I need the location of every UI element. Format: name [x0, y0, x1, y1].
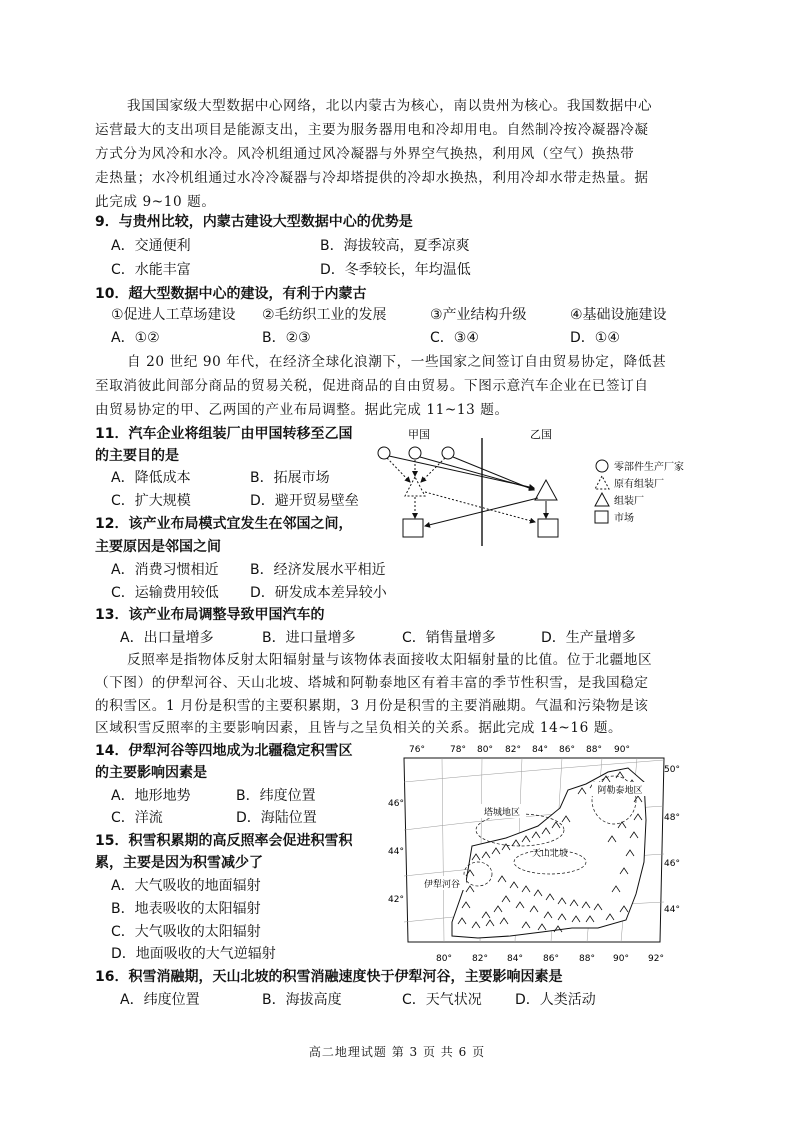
q14-stem-line-2: 的主要影响因素是 [95, 765, 207, 781]
q16-stem: 16．积雪消融期，天山北坡的积雪消融速度快于伊犁河谷，主要影响因素是 [95, 969, 563, 985]
passage2-line-3: 由贸易协定的甲、乙两国的产业布局调整。据此完成 11~13 题。 [95, 402, 509, 418]
lon-label: 84° [507, 954, 523, 964]
q9-option-b: B．海拔较高，夏季凉爽 [320, 238, 470, 254]
q10-item-1: ①促进人工草场建设 [111, 307, 236, 323]
q9-option-c: C．水能丰富 [111, 262, 191, 278]
q13-option-d: D．生产量增多 [541, 630, 636, 646]
q15-option-b: B．地表吸收的太阳辐射 [111, 901, 261, 917]
q11-stem-line-1: 11．汽车企业将组装厂由甲国转移至乙国 [95, 426, 353, 442]
q11-option-d: D．避开贸易壁垒 [250, 493, 359, 509]
q15-option-a: A．大气吸收的地面辐射 [111, 878, 261, 894]
passage1-line-5: 此完成 9~10 题。 [95, 194, 216, 210]
q14-option-a: A．地形地势 [111, 788, 191, 804]
legend-assembly-plant: 组装厂 [614, 496, 644, 507]
passage3-line-2: （下图）的伊犁河谷、天山北坡、塔城和阿勒泰地区有着丰富的季节性积雪，是我国稳定 [95, 675, 649, 691]
q15-stem-line-1: 15．积雪积累期的高反照率会促进积雪积 [95, 833, 353, 849]
q12-option-b: B．经济发展水平相近 [250, 562, 386, 578]
q14-stem-line-1: 14．伊犁河谷等四地成为北疆稳定积雪区 [95, 743, 353, 759]
industry-layout-diagram [370, 424, 720, 554]
lon-label: 78° [450, 745, 466, 755]
parts-factory-marker [442, 447, 454, 459]
q12-stem-line-2: 主要原因是邻国之间 [95, 539, 221, 555]
lat-label: 42° [388, 895, 404, 905]
q9-option-d: D．冬季较长，年均温低 [320, 262, 471, 278]
lon-label: 82° [472, 954, 488, 964]
q12-option-d: D．研发成本差异较小 [250, 585, 387, 601]
q11-option-c: C．扩大规模 [111, 493, 191, 509]
q11-stem-line-2: 的主要目的是 [95, 448, 179, 464]
lon-label: 84° [532, 745, 548, 755]
q10-item-3: ③产业结构升级 [430, 307, 527, 323]
legend-market: 市场 [614, 513, 634, 524]
q13-option-b: B．进口量增多 [262, 630, 356, 646]
passage3-line-3: 的积雪区。1 月份是积雪的主要积累期，3 月份是积雪的主要消融期。气温和污染物是该 [95, 698, 649, 714]
q10-item-2: ②毛纺织工业的发展 [262, 307, 387, 323]
passage2-line-2: 至取消彼此间部分商品的贸易关税，促进商品的自由贸易。下图示意汽车企业在已签订自 [95, 378, 649, 394]
market-marker [538, 519, 558, 537]
lat-label: 46° [388, 799, 404, 809]
lon-label: 80° [477, 745, 493, 755]
q11-option-b: B．拓展市场 [250, 470, 330, 486]
legend-parts-factory: 零部件生产厂家 [614, 462, 684, 473]
q12-option-c: C．运输费用较低 [111, 585, 219, 601]
passage3-line-4: 区域积雪反照率的主要影响因素，且皆与之呈负相关的关系。据此完成 14~16 题。 [95, 720, 623, 736]
page-footer: 高二地理试题 第 3 页 共 6 页 [308, 1045, 486, 1059]
lon-label: 88° [579, 954, 595, 964]
legend-original-assembly: 原有组装厂 [614, 479, 664, 490]
lon-label: 80° [436, 954, 452, 964]
q15-option-d: D．地面吸收的大气逆辐射 [111, 946, 276, 962]
q14-option-d: D．海陆位置 [236, 810, 317, 826]
q10-stem: 10．超大型数据中心的建设，有利于内蒙古 [95, 286, 367, 302]
lon-label: 76° [409, 745, 425, 755]
q13-option-c: C．销售量增多 [402, 630, 496, 646]
legend-dashed-triangle-icon [595, 476, 609, 489]
q10-option-d: D．①④ [570, 330, 620, 346]
passage1-line-2: 运营最大的支出项目是能源支出，主要为服务器用电和冷却用电。自然制冷按冷凝器冷凝 [95, 122, 649, 138]
lon-label: 92° [648, 954, 664, 964]
q9-option-a: A．交通便利 [111, 238, 191, 254]
north-xinjiang-snow-map [382, 742, 694, 964]
q14-option-b: B．纬度位置 [236, 788, 316, 804]
lat-label: 44° [388, 847, 404, 857]
altay-label: 阿勒泰地区 [597, 786, 643, 796]
passage1-line-1: 我国国家级大型数据中心网络，北以内蒙古为核心，南以贵州为核心。我国数据中心 [127, 98, 653, 114]
q15-option-c: C．大气吸收的太阳辐射 [111, 924, 261, 940]
tacheng-label: 塔城地区 [483, 808, 521, 818]
tianshan-label: 天山北坡 [531, 849, 569, 859]
q9-stem: 9．与贵州比较，内蒙古建设大型数据中心的优势是 [95, 214, 413, 230]
q15-stem-line-2: 累，主要是因为积雪减少了 [95, 855, 263, 871]
lon-label: 90° [614, 745, 630, 755]
market-marker [403, 519, 423, 537]
lat-label: 46° [664, 859, 680, 869]
legend-square-icon [595, 511, 608, 523]
lat-label: 48° [664, 813, 680, 823]
q10-item-4: ④基础设施建设 [570, 307, 667, 323]
q14-option-c: C．洋流 [111, 810, 163, 826]
q11-option-a: A．降低成本 [111, 470, 191, 486]
assembly-plant [535, 480, 557, 500]
q16-option-b: B．海拔高度 [262, 992, 342, 1008]
q10-option-a: A．①② [111, 330, 160, 346]
q12-stem-line-1: 12．该产业布局模式宜发生在邻国之间， [95, 516, 353, 532]
q16-option-d: D．人类活动 [515, 992, 596, 1008]
lon-label: 86° [543, 954, 559, 964]
q12-option-a: A．消费习惯相近 [111, 562, 219, 578]
lon-label: 88° [586, 745, 602, 755]
q13-option-a: A．出口量增多 [120, 630, 214, 646]
q10-option-c: C．③④ [430, 330, 479, 346]
lon-label: 90° [613, 954, 629, 964]
parts-factory-marker [378, 447, 390, 459]
q16-option-c: C．天气状况 [402, 992, 482, 1008]
passage3-line-1: 反照率是指物体反射太阳辐射量与该物体表面接收太阳辐射量的比值。位于北疆地区 [127, 652, 653, 668]
lat-label: 50° [664, 765, 680, 775]
passage1-line-3: 方式分为风冷和水冷。风冷机组通过风冷凝器与外界空气换热，利用风（空气）换热带 [95, 146, 635, 162]
country-b-label: 乙国 [530, 428, 552, 441]
q10-option-b: B．②③ [262, 330, 311, 346]
country-a-label: 甲国 [408, 428, 430, 441]
legend-circle-icon [596, 460, 608, 472]
parts-factory-marker [409, 447, 421, 459]
original-assembly-plant [405, 477, 425, 496]
lon-label: 86° [559, 745, 575, 755]
passage1-line-4: 走热量；水冷机组通过水冷冷凝器与冷却塔提供的冷却水换热，利用冷却水带走热量。据 [95, 170, 649, 186]
lat-label: 44° [664, 905, 680, 915]
legend-triangle-icon [595, 493, 609, 506]
q13-stem: 13．该产业布局调整导致甲国汽车的 [95, 607, 325, 623]
q16-option-a: A．纬度位置 [120, 992, 200, 1008]
lon-label: 82° [505, 745, 521, 755]
yili-label: 伊犁河谷 [423, 880, 461, 890]
passage2-line-1: 自 20 世纪 90 年代，在经济全球化浪潮下，一些国家之间签订自由贸易协定，降低甚 [127, 354, 667, 370]
